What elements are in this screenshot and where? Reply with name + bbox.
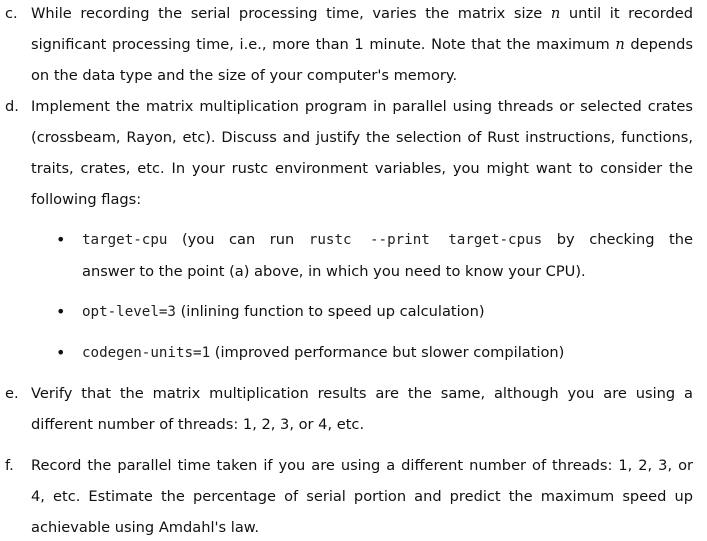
item-label: f. bbox=[5, 457, 14, 474]
text-line: opt-level=3 (inlining function to speed up calculation) bbox=[82, 303, 485, 320]
text-line: Verify that the matrix multiplication results are the same, although you are using a bbox=[31, 385, 693, 402]
text-line: 4, etc. Estimate the percentage of serial portion and predict the maximum speed up bbox=[31, 488, 693, 505]
item-label: d. bbox=[5, 98, 19, 115]
item-label: c. bbox=[5, 5, 18, 22]
text-line: codegen-units=1 (improved performance but slower compilation) bbox=[82, 344, 565, 361]
bullet-dot-icon: • bbox=[56, 230, 66, 249]
text-line: achievable using Amdahl's law. bbox=[31, 519, 260, 536]
code-snippet: opt-level=3 bbox=[82, 304, 176, 320]
text-line: (crossbeam, Rayon, etc). Discuss and justify the selection of Rust instructions, functions, bbox=[31, 129, 693, 146]
code-snippet: target-cpu bbox=[82, 232, 168, 248]
text-line: While recording the serial processing time, varies the matrix size n until it recorded bbox=[31, 5, 694, 22]
math-variable: n bbox=[550, 5, 561, 22]
text-line: significant processing time, i.e., more than 1 minute. Note that the maximum n depends bbox=[31, 36, 694, 53]
text-line: on the data type and the size of your computer's memory. bbox=[31, 67, 458, 84]
text-line: following flags: bbox=[31, 191, 142, 208]
code-snippet: codegen-units=1 bbox=[82, 345, 211, 361]
text-line: traits, crates, etc. In your rustc environment variables, you might want to consider the bbox=[31, 160, 693, 177]
text-line: different number of threads: 1, 2, 3, or 4, etc. bbox=[31, 416, 365, 433]
text-line: Implement the matrix multiplication program in parallel using threads or selected crates bbox=[31, 98, 693, 115]
text-line: Record the parallel time taken if you are using a different number of threads: 1, 2, 3, or bbox=[31, 457, 693, 474]
code-snippet: rustc --print target-cpus bbox=[308, 232, 543, 248]
math-variable: n bbox=[615, 36, 625, 53]
bullet-dot-icon: • bbox=[56, 302, 66, 321]
item-label: e. bbox=[5, 385, 19, 402]
bullet-dot-icon: • bbox=[56, 343, 66, 362]
text-line: target-cpu (you can run rustc --print target-cpus by checking the bbox=[82, 231, 693, 248]
text-line: answer to the point (a) above, in which you need to know your CPU). bbox=[82, 263, 586, 280]
